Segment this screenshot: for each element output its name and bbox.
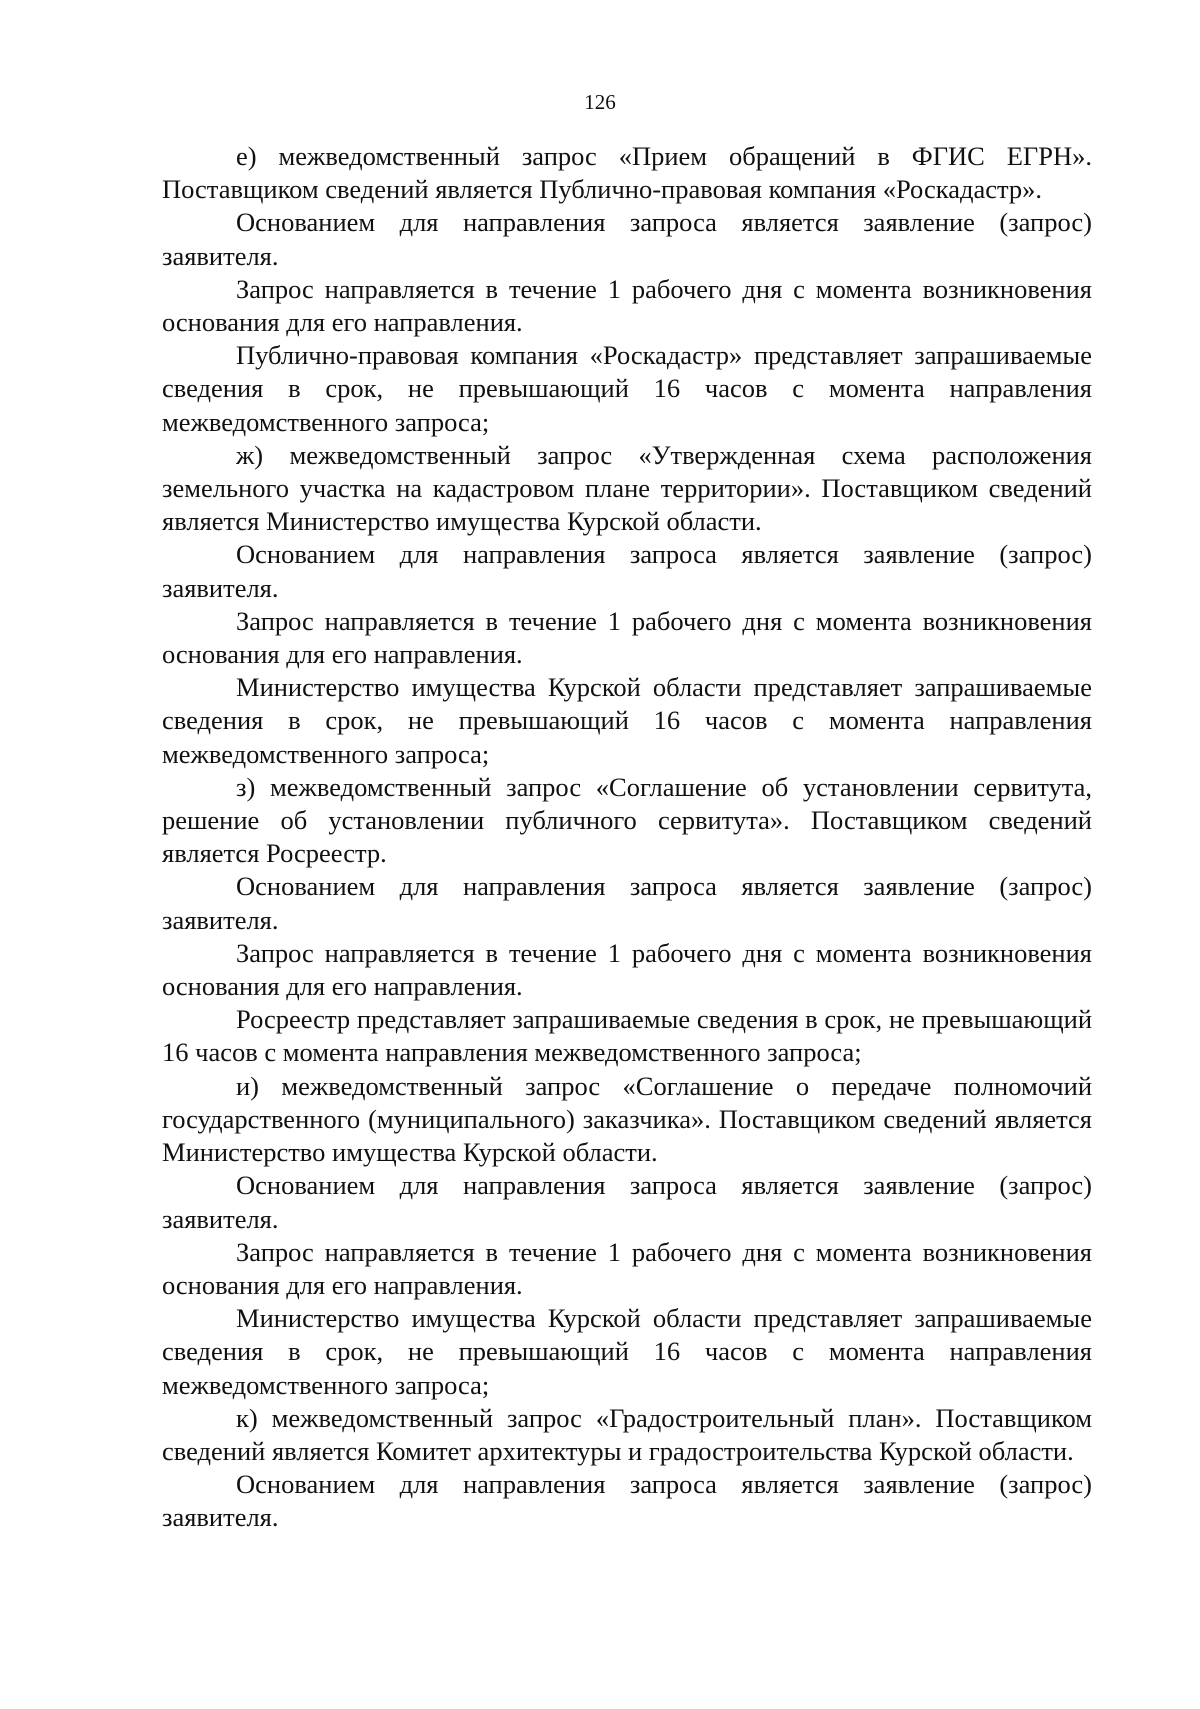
paragraph-provider-response: Публично-правовая компания «Роскадастр» представляет запрашиваемые сведения в срок, не превышающий 16 часов с момента направления межведомственного запроса;: [162, 340, 1092, 437]
paragraph-z-request: з) межведомственный запрос «Соглашение об установлении сервитута, решение об установлении публичного сервитута». Поставщиком сведений является Росреестр.: [162, 771, 1092, 869]
paragraph-deadline: Запрос направляется в течение 1 рабочего дня с момента возникновения основания для его направления.: [162, 273, 1092, 338]
paragraph-basis: Основанием для направления запроса является заявление (запрос) заявителя.: [162, 1170, 1092, 1234]
paragraph-basis: Основанием для направления запроса является заявление (запрос) заявителя.: [162, 1469, 1092, 1533]
paragraph-provider-response: Министерство имущества Курской области представляет запрашиваемые сведения в срок, не превышающий 16 часов с момента направления межведомственного запроса;: [162, 672, 1092, 769]
paragraph-provider-response: Росреестр представляет запрашиваемые сведения в срок, не превышающий 16 часов с момента направления межведомственного запроса;: [162, 1004, 1092, 1068]
paragraph-deadline: Запрос направляется в течение 1 рабочего дня с момента возникновения основания для его направления.: [162, 1236, 1092, 1300]
paragraph-k-request: к) межведомственный запрос «Градостроительный план». Поставщиком сведений является Комитет архитектуры и градостроительства Курской области.: [162, 1402, 1092, 1466]
paragraph-zh-request: ж) межведомственный запрос «Утвержденная схема расположения земельного участка на кадастровом плане территории». Поставщиком сведений является Министерство имущества Курской области.: [162, 439, 1092, 537]
paragraph-e-request: е) межведомственный запрос «Прием обращений в ФГИС ЕГРН». Поставщиком сведений является Публично-правовая компания «Роскадастр».: [162, 141, 1092, 205]
paragraph-basis: Основанием для направления запроса является заявление (запрос) заявителя.: [162, 871, 1092, 935]
paragraph-deadline: Запрос направляется в течение 1 рабочего дня с момента возникновения основания для его направления.: [162, 605, 1092, 670]
paragraph-basis: Основанием для направления запроса является заявление (запрос) заявителя.: [162, 207, 1092, 271]
paragraph-deadline: Запрос направляется в течение 1 рабочего дня с момента возникновения основания для его направления.: [162, 937, 1092, 1002]
document-body: [162, 140, 1092, 1535]
page-number: 126: [584, 90, 616, 114]
paragraph-i-request: и) межведомственный запрос «Соглашение о передаче полномочий государственного (муниципального) заказчика». Поставщиком сведений является Министерство имущества Курской области.: [162, 1070, 1092, 1168]
paragraph-provider-response: Министерство имущества Курской области представляет запрашиваемые сведения в срок, не превышающий 16 часов с момента направления межведомственного запроса;: [162, 1303, 1092, 1400]
paragraph-basis: Основанием для направления запроса является заявление (запрос) заявителя.: [162, 539, 1092, 603]
